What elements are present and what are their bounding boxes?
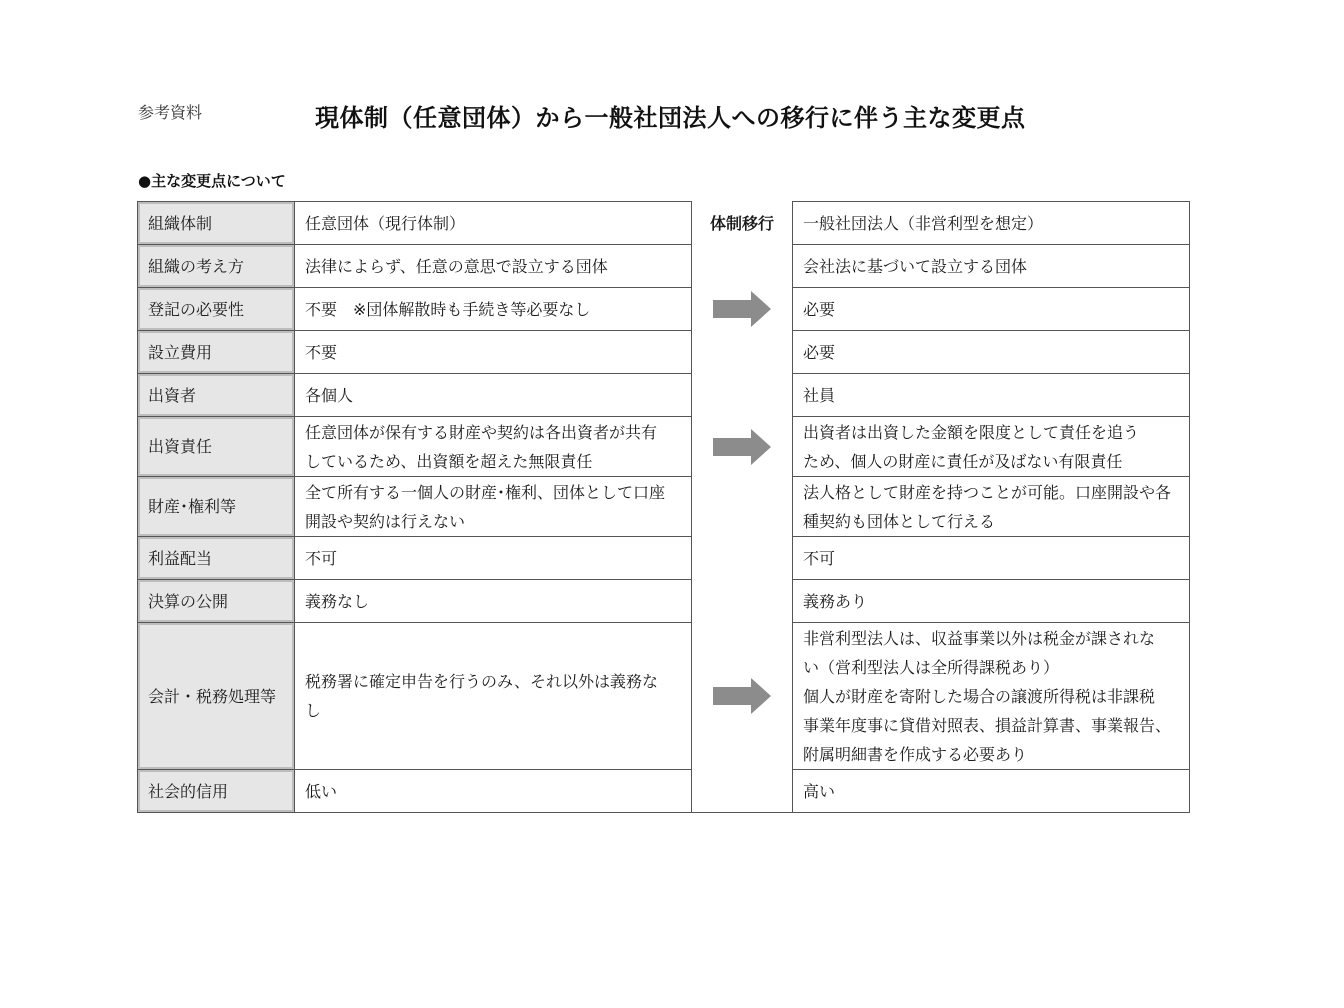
row-label: 出資者: [138, 374, 295, 417]
table-row: [138, 288, 1190, 331]
cell-line: 必要: [803, 299, 836, 319]
transition-cell: [692, 245, 793, 288]
table-row: [138, 580, 1190, 623]
row-label: 決算の公開: [138, 580, 295, 623]
row-label: 社会的信用: [138, 770, 295, 813]
cell-line: 任意団体が保有する財産や契約は各出資者が共有: [305, 422, 658, 442]
table-row: [138, 770, 1190, 813]
cell-line: 低い: [305, 781, 338, 801]
cell-line: 法人格として財産を持つことが可能。口座開設や各: [803, 482, 1172, 502]
current-system-cell: [295, 477, 692, 537]
cell-line: 非営利型法人は、収益事業以外は税金が課されな: [803, 628, 1156, 648]
table-row: [138, 623, 1190, 770]
row-label: 財産･権利等: [138, 477, 295, 537]
new-system-cell: [793, 417, 1190, 477]
cell-line: い（営利型法人は全所得課税あり）: [803, 657, 1060, 677]
cell-line: 高い: [803, 781, 836, 801]
new-system-cell: [793, 288, 1190, 331]
cell-line: しているため、出資額を超えた無限責任: [305, 451, 593, 471]
cell-line: 一般社団法人（非営利型を想定）: [803, 213, 1044, 233]
transition-label: 体制移行: [692, 202, 793, 245]
comparison-table-wrapper: [137, 201, 1177, 813]
right-arrow-icon: [711, 676, 773, 716]
cell-line: ため、個人の財産に責任が及ばない有限責任: [803, 451, 1123, 471]
cell-line: 事業年度事に貸借対照表、損益計算書、事業報告、: [803, 715, 1172, 735]
new-system-cell: [793, 770, 1190, 813]
document-title: 現体制（任意団体）から一般社団法人への移行に伴う主な変更点: [315, 104, 1026, 132]
current-system-cell: [295, 331, 692, 374]
transition-cell: [692, 417, 793, 477]
new-system-cell: [793, 245, 1190, 288]
cell-line: 不要 ※団体解散時も手続き等必要なし: [305, 299, 591, 319]
cell-line: 義務なし: [305, 591, 370, 611]
new-system-cell: [793, 202, 1190, 245]
current-system-cell: [295, 623, 692, 770]
new-system-cell: [793, 477, 1190, 537]
cell-line: 必要: [803, 342, 836, 362]
new-system-cell: [793, 374, 1190, 417]
row-label: 組織の考え方: [138, 245, 295, 288]
table-row: [138, 245, 1190, 288]
transition-cell: [692, 374, 793, 417]
transition-cell: [692, 331, 793, 374]
table-row: [138, 477, 1190, 537]
transition-cell: [692, 623, 793, 770]
cell-line: 個人が財産を寄附した場合の譲渡所得税は非課税: [803, 686, 1156, 706]
table-row: [138, 202, 1190, 245]
cell-line: 不可: [803, 548, 836, 568]
cell-line: 全て所有する一個人の財産･権利、団体として口座: [305, 482, 666, 502]
row-label: 利益配当: [138, 537, 295, 580]
current-system-cell: [295, 202, 692, 245]
current-system-cell: [295, 245, 692, 288]
table-row: [138, 374, 1190, 417]
cell-line: 義務あり: [803, 591, 868, 611]
comparison-table: [137, 201, 1190, 813]
row-label: 出資責任: [138, 417, 295, 477]
cell-line: 不要: [305, 342, 338, 362]
transition-cell: [692, 288, 793, 331]
cell-line: し: [305, 701, 322, 720]
new-system-cell: [793, 537, 1190, 580]
current-system-cell: [295, 580, 692, 623]
cell-line: 会社法に基づいて設立する団体: [803, 256, 1028, 276]
current-system-cell: [295, 770, 692, 813]
row-label: 設立費用: [138, 331, 295, 374]
table-row: [138, 331, 1190, 374]
new-system-cell: [793, 623, 1190, 770]
right-arrow-icon: [711, 289, 773, 329]
transition-cell: [692, 770, 793, 813]
table-row: [138, 417, 1190, 477]
cell-line: 法律によらず、任意の意思で設立する団体: [305, 256, 608, 276]
cell-line: 附属明細書を作成する必要あり: [803, 744, 1028, 764]
row-label: 会計・税務処理等: [138, 623, 295, 770]
cell-line: 種契約も団体として行える: [803, 511, 996, 531]
section-heading: ●主な変更点について: [138, 172, 286, 190]
cell-line: 社員: [803, 385, 836, 405]
transition-cell: [692, 580, 793, 623]
row-label: 組織体制: [138, 202, 295, 245]
right-arrow-icon: [711, 427, 773, 467]
cell-line: 税務署に確定申告を行うのみ、それ以外は義務な: [305, 672, 658, 691]
reference-label: 参考資料: [138, 103, 203, 122]
cell-line: 任意団体（現行体制）: [305, 213, 466, 233]
table-row: [138, 537, 1190, 580]
cell-line: 開設や契約は行えない: [305, 511, 466, 531]
current-system-cell: [295, 288, 692, 331]
current-system-cell: [295, 374, 692, 417]
cell-line: 各個人: [305, 385, 354, 405]
transition-cell: [692, 537, 793, 580]
new-system-cell: [793, 580, 1190, 623]
cell-line: 不可: [305, 548, 338, 568]
transition-cell: [692, 477, 793, 537]
cell-line: 出資者は出資した金額を限度として責任を追う: [803, 422, 1140, 442]
new-system-cell: [793, 331, 1190, 374]
row-label: 登記の必要性: [138, 288, 295, 331]
current-system-cell: [295, 537, 692, 580]
current-system-cell: [295, 417, 692, 477]
